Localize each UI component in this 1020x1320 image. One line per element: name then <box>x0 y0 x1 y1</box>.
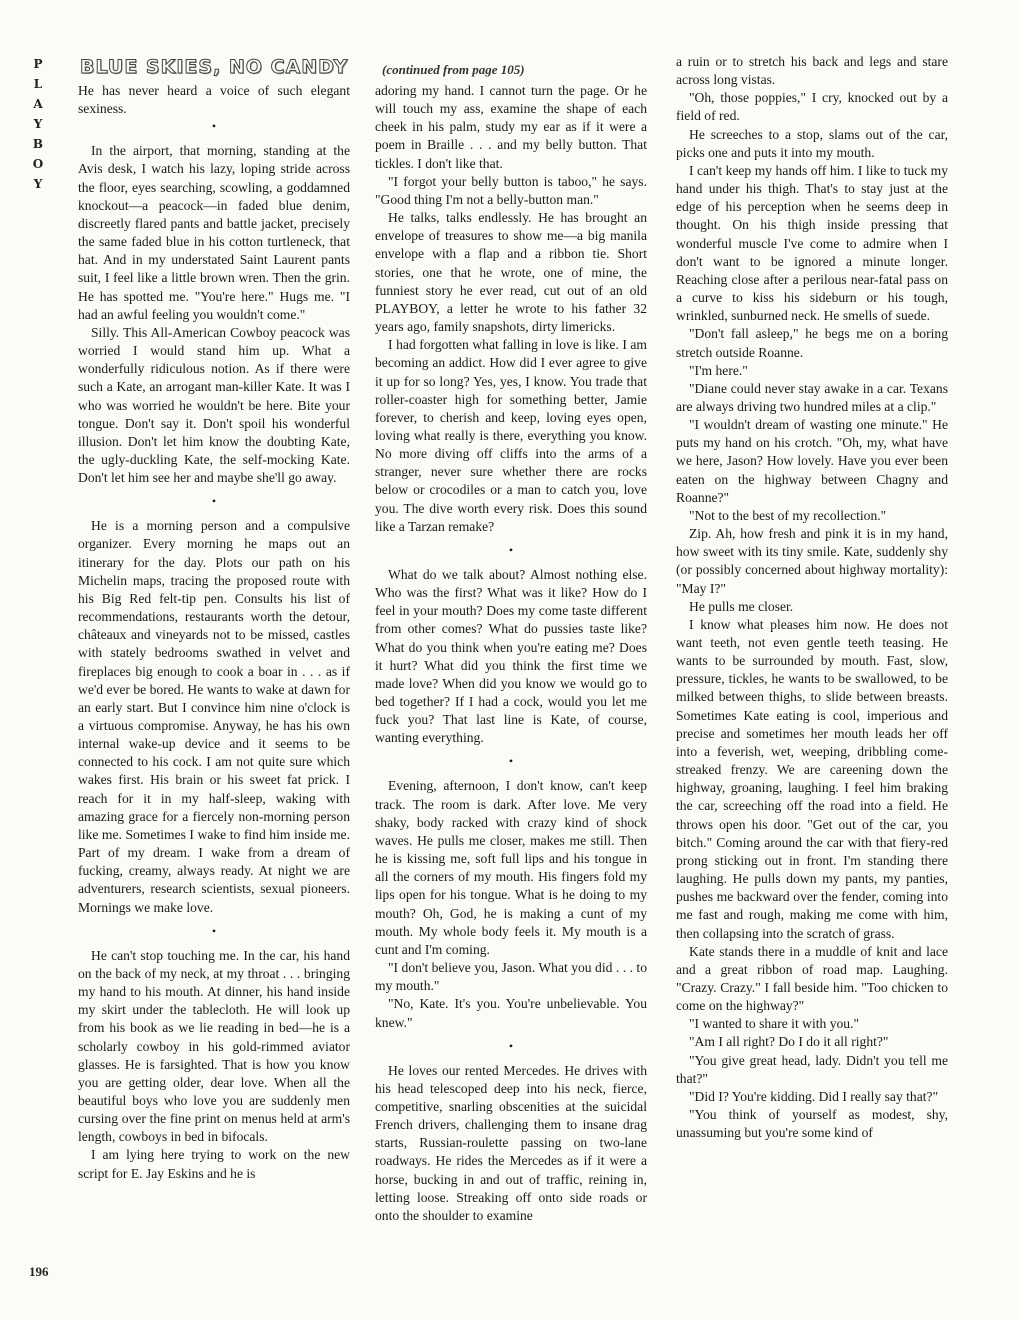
magazine-letter: O <box>32 157 44 171</box>
paragraph: "Am I all right? Do I do it all right?" <box>689 1034 889 1050</box>
paragraph: a ruin or to stretch his back and legs and stare across long vistas. <box>676 54 948 88</box>
story-title: BLUE SKIES, NO CANDY <box>80 56 349 78</box>
paragraph: "I wanted to share it with you." <box>689 1016 860 1032</box>
paragraph: "Diane could never stay awake in a car. Texans are always driving two hundred miles at a clip." <box>676 380 948 414</box>
paragraph: I know what pleases him now. He does not want teeth, not even gentle teeth teasing. He wants to be surrounded by mouth. Fast, slow, pressure, tickles, he wants to be swallowed, to be milked between thighs, to slide between breasts. Sometimes Kate eating is cool, imperious and precise and sometimes her mouth leads her off into a feverish, wet, weeping, dribbling come-streaked frenzy. We are careening down the highway, groaning, laughing. I feel him braking the car, screeching off the road into a field. He throws open his door. "Get out of the car, you bitch." Coming around the car with that fiery-red prong sticking out in front. I'm standing there laughing. He pulls down my pants, my panties, pushes me backward over the fender, coming into me fast and rough, making me come with him, then collapsing into the scratch of grass. <box>676 616 948 941</box>
paragraph: Silly. This All-American Cowboy peacock was worried I would stand him up. What a wonderfully ridiculous notion. As if there were such a Kate, an arrogant man-killer Kate. It was I who was worried he wouldn't be here. Bite your tongue. Don't say it. Don't spoil his wonderful illusion. Don't let him know the doubting Kate, the ugly-duckling Kate, the self-mocking Kate. Don't let him see her and maybe she'll go away. <box>78 324 350 486</box>
magazine-letter: L <box>33 77 43 91</box>
text-column-2 <box>375 82 647 1225</box>
paragraph: He screeches to a stop, slams out of the car, picks one and puts it into my mouth. <box>676 126 948 160</box>
paragraph: "Did I? You're kidding. Did I really say that?" <box>689 1088 939 1104</box>
paragraph: I had forgotten what falling in love is like. I am becoming an addict. How did I ever agree to give it up for so long? Yes, yes, I know. You trade that roller-coaster high for something better, Jamie forever, to cherish and keep, loving eyes open, loving what really is there, everything you know. No more diving off cliffs into the arms of a stranger, never sure whether there are rocks below or crocodiles or a man to catch you, love you. The dive worth every risk. Does this sound like a Tarzan remake? <box>375 337 647 534</box>
magazine-letter: Y <box>33 117 43 131</box>
paragraph: He is a morning person and a compulsive organizer. Every morning he maps out an itinerary for the day. Plots our path on his Michelin maps, tracing the proposed route with his Big Red felt-tip pen. Consults his list of recommendations, restaurants worth the detour, châteaux and vineyards not to be missed, castles with stately bedrooms swathed in velvet and fireplaces big enough to cook a boar in . . . as if we'd ever be bored. He wants to wake at dawn for an early start. But I convince him nine o'clock is a virtuous compromise. Anyway, he has his own internal wake-up device and it seems to be connected to his cock. I am not quite sure which wakes first. His brain or his sweet fat prick. I reach for it in my half-sleep, waking with amazing grace for a fiercely non-morning person like me. Sometimes I wake to find him inside me. Part of my dream. I wake from a dream of fucking, creamy, always ready. At night we are adventurers, research scientists, sexual pioneers. Mornings we make love. <box>78 518 350 915</box>
text-column-3 <box>676 53 948 1142</box>
paragraph: "I'm here." <box>689 362 748 378</box>
paragraph: "You give great head, lady. Didn't you tell me that?" <box>676 1052 948 1086</box>
magazine-letter: Y <box>33 177 43 191</box>
paragraph: "I forgot your belly button is taboo," he says. "Good thing I'm not a belly-button man." <box>375 173 647 207</box>
paragraph: Kate stands there in a muddle of knit and lace and a great ribbon of road map. Laughing. "Crazy. Crazy." I fall beside him. "Too chicken to come on the highway?" <box>676 943 948 1014</box>
paragraph: Evening, afternoon, I don't know, can't keep track. The room is dark. After love. Me very shaky, body racked with crazy kind of shock waves. He pulls me closer, makes me still. Then he is kissing me, soft full lips and his tongue in all the corners of my mouth. His fingers fold my lips open for his tongue. What is he doing to my mouth? Oh, God, he is making a cunt of my mouth. My whole body feels it. My mouth is a cunt and I'm coming. <box>375 778 647 957</box>
paragraph: Zip. Ah, how fresh and pink it is in my hand, how sweet with its tiny smile. Kate, suddenly shy (or possibly concerned about highway mortality): "May I?" <box>676 526 948 596</box>
section-bullet: • <box>508 754 514 769</box>
paragraph: He loves our rented Mercedes. He drives with his head telescoped deep into his neck, fierce, competitive, snarling obscenities at the suicidal French drivers, challenging them to insane drag starts, Russian-roulette passing on two-lane roadways. He rides the Mercedes as if it were a horse, bucking in and out of traffic, reining in, letting loose. Streaking off onto side roads or onto the shoulder to examine <box>375 1062 647 1223</box>
paragraph: "Oh, those poppies," I cry, knocked out by a field of red. <box>676 90 948 124</box>
paragraph: He pulls me closer. <box>689 598 794 614</box>
paragraph: In the airport, that morning, standing at the Avis desk, I watch his lazy, loping stride across the floor, eyes searching, scowling, a goddamned knockout—a peacock—in faded blue denim, discreetly flared pants and battle jacket, precisely the same faded blue in his cotton turtleneck, that hat. And in my understated Saint Laurent pants suit, I feel like a little brown wren. Then the grin. He has spotted me. "You're here." Hugs me. "I had an awful feeling you wouldn't come." <box>78 143 350 322</box>
section-bullet: • <box>211 923 217 938</box>
page-number: 196 <box>29 1264 49 1279</box>
paragraph: "I wouldn't dream of wasting one minute." He puts my hand on his crotch. "Oh, my, what have we here, Jason? How lovely. Have you ever been eaten on the highway between Chagny and Roanne?" <box>676 417 948 505</box>
paragraph: I can't keep my hands off him. I like to tuck my hand under his thigh. That's to stay just at the edge of his perception when he seems deep in thought. On his thigh inside pressing that wonderful muscle I've come to admire when I don't want to be ignored a minute longer. Reaching close after a perilous near-fatal pass on a curve to kiss his sideburn or his tough, wrinkled, sunburned neck. He smells of suede. <box>676 162 948 324</box>
paragraph: adoring my hand. I cannot turn the page. Or he will touch my ass, examine the shape of each cheek in his palm, study my ear as if it were a poem in Braille . . . and my belly button. That tickles. I don't like that. <box>375 83 647 171</box>
section-bullet: • <box>508 1038 514 1053</box>
paragraph: He has never heard a voice of such elegant sexiness. <box>78 83 350 117</box>
paragraph: I am lying here trying to work on the new script for E. Jay Eskins and he is <box>78 1147 350 1181</box>
magazine-letter: P <box>33 57 43 71</box>
paragraph: What do we talk about? Almost nothing else. Who was the first? What was it like? How do I feel in your mouth? Does my come taste different from other comes? What do pussies taste like? What do you think when you're eating me? Does it hurt? What did you think the first time we made love? When did you know we would go to bed together? If I had a cock, would you let me fuck you? That last line is Kate, of course, wanting everything. <box>375 566 647 746</box>
paragraph: He can't stop touching me. In the car, his hand on the back of my neck, at my throat . . . bringing my hand to his mouth. At dinner, his hand inside my skirt under the tablecloth. He will look up from his book as we lie reading in bed—he is a scholarly cowboy in his gold-rimmed aviator glasses. He is farsighted. That is how you know you are getting older, dear love. When all the beautiful boys who love you are suddenly men cursing over the fine print on menus held at arm's length, cowboys in bed in bifocals. <box>78 947 350 1145</box>
section-bullet: • <box>211 494 217 509</box>
paragraph: "I don't believe you, Jason. What you did . . . to my mouth." <box>375 960 647 994</box>
text-column-1 <box>78 82 350 1183</box>
paragraph: "No, Kate. It's you. You're unbelievable. You knew." <box>375 996 647 1030</box>
magazine-name-vertical <box>29 58 47 198</box>
section-bullet: • <box>211 119 217 134</box>
continued-note: (continued from page 105) <box>382 62 525 77</box>
paragraph: He talks, talks endlessly. He has brought an envelope of treasures to show me—a big manila envelope with a flap and a ribbon tie. Short stories, one that he wrote, one of mine, the funniest story he ever read, cut out of an old PLAYBOY, a letter he wrote to his father 32 years ago, family snapshots, dirty limericks. <box>375 210 647 335</box>
paragraph: "Don't fall asleep," he begs me on a boring stretch outside Roanne. <box>676 326 948 360</box>
magazine-letter: A <box>33 97 43 111</box>
magazine-letter: B <box>32 137 44 151</box>
section-bullet: • <box>508 542 514 557</box>
paragraph: "Not to the best of my recollection." <box>689 507 887 523</box>
paragraph: "You think of yourself as modest, shy, unassuming but you're some kind of <box>676 1107 948 1141</box>
